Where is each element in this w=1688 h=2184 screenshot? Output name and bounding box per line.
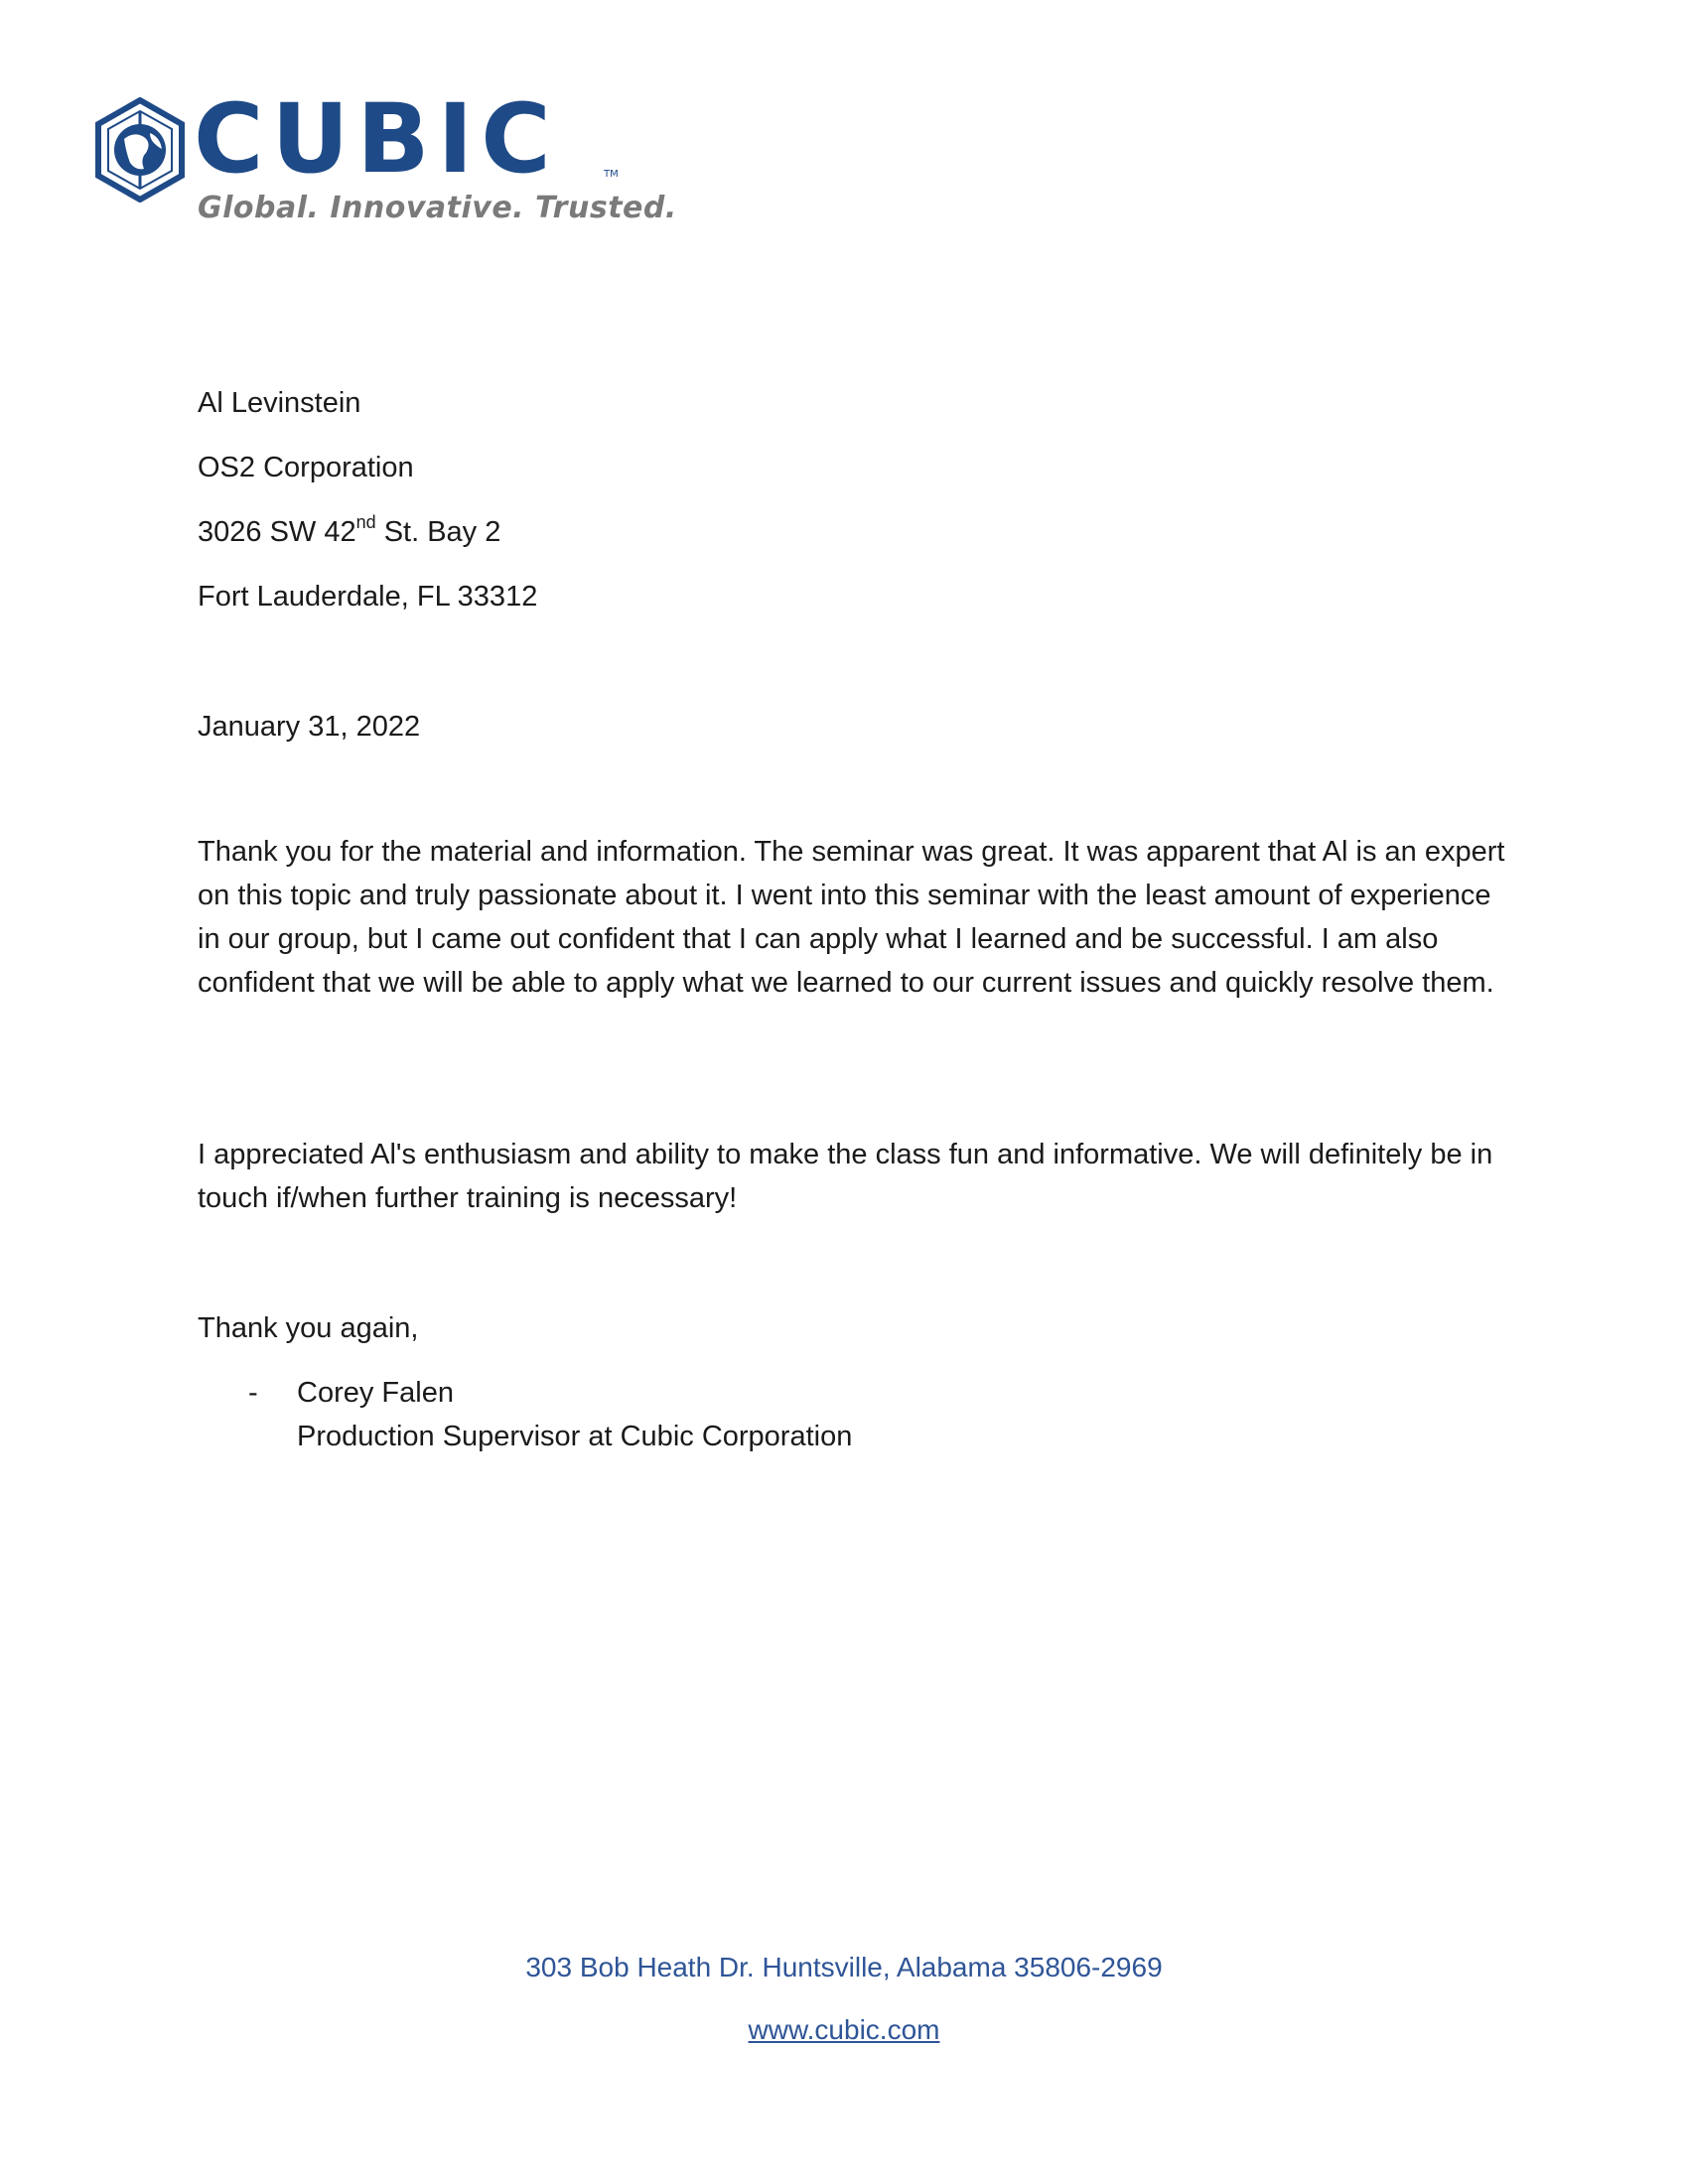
body-paragraph-1 <box>198 830 1518 1005</box>
footer-address: 303 Bob Heath Dr. Huntsville, Alabama 35806-2969 <box>525 1952 1163 1982</box>
letter-date: January 31, 2022 <box>198 711 421 743</box>
closing-salutation: Thank you again, <box>198 1312 419 1344</box>
company-logo <box>94 83 677 231</box>
footer-website-container <box>0 2014 1688 2046</box>
street-suffix: St. Bay 2 <box>375 516 501 548</box>
logo-tagline: Global. Innovative. Trusted. <box>198 191 677 225</box>
recipient-city: Fort Lauderdale, FL 33312 <box>198 581 538 613</box>
website-link[interactable]: www.cubic.com <box>748 2014 940 2045</box>
paragraph-1-text: Thank you for the material and information. The seminar was great. It was apparent that Al is an expert on this topic and truly passionate about it. I went into this seminar with the least amount of experience in our group, but I came out confident that I can apply what I learned and be successful. I am also confident that we will be able to apply what we learned to our current issues and quickly resolve them. <box>198 836 1505 999</box>
signer-name: Corey Falen <box>297 1377 454 1409</box>
cubic-globe-cube-icon <box>94 97 186 203</box>
trademark-symbol: TM <box>604 169 619 180</box>
signature-dash: - <box>248 1377 258 1409</box>
street-prefix: 3026 SW 42 <box>198 516 356 548</box>
recipient-street <box>198 510 500 554</box>
logo-wordmark: CUBIC <box>194 83 559 195</box>
signer-title: Production Supervisor at Cubic Corporation <box>297 1421 853 1452</box>
paragraph-2-text: I appreciated Al's enthusiasm and ability to make the class fun and informative. We will definitely be in touch if/when further training is necessary! <box>198 1139 1493 1214</box>
body-paragraph-2 <box>198 1133 1518 1220</box>
recipient-company: OS2 Corporation <box>198 452 414 483</box>
recipient-name: Al Levinstein <box>198 387 361 419</box>
street-ordinal: nd <box>355 512 376 533</box>
